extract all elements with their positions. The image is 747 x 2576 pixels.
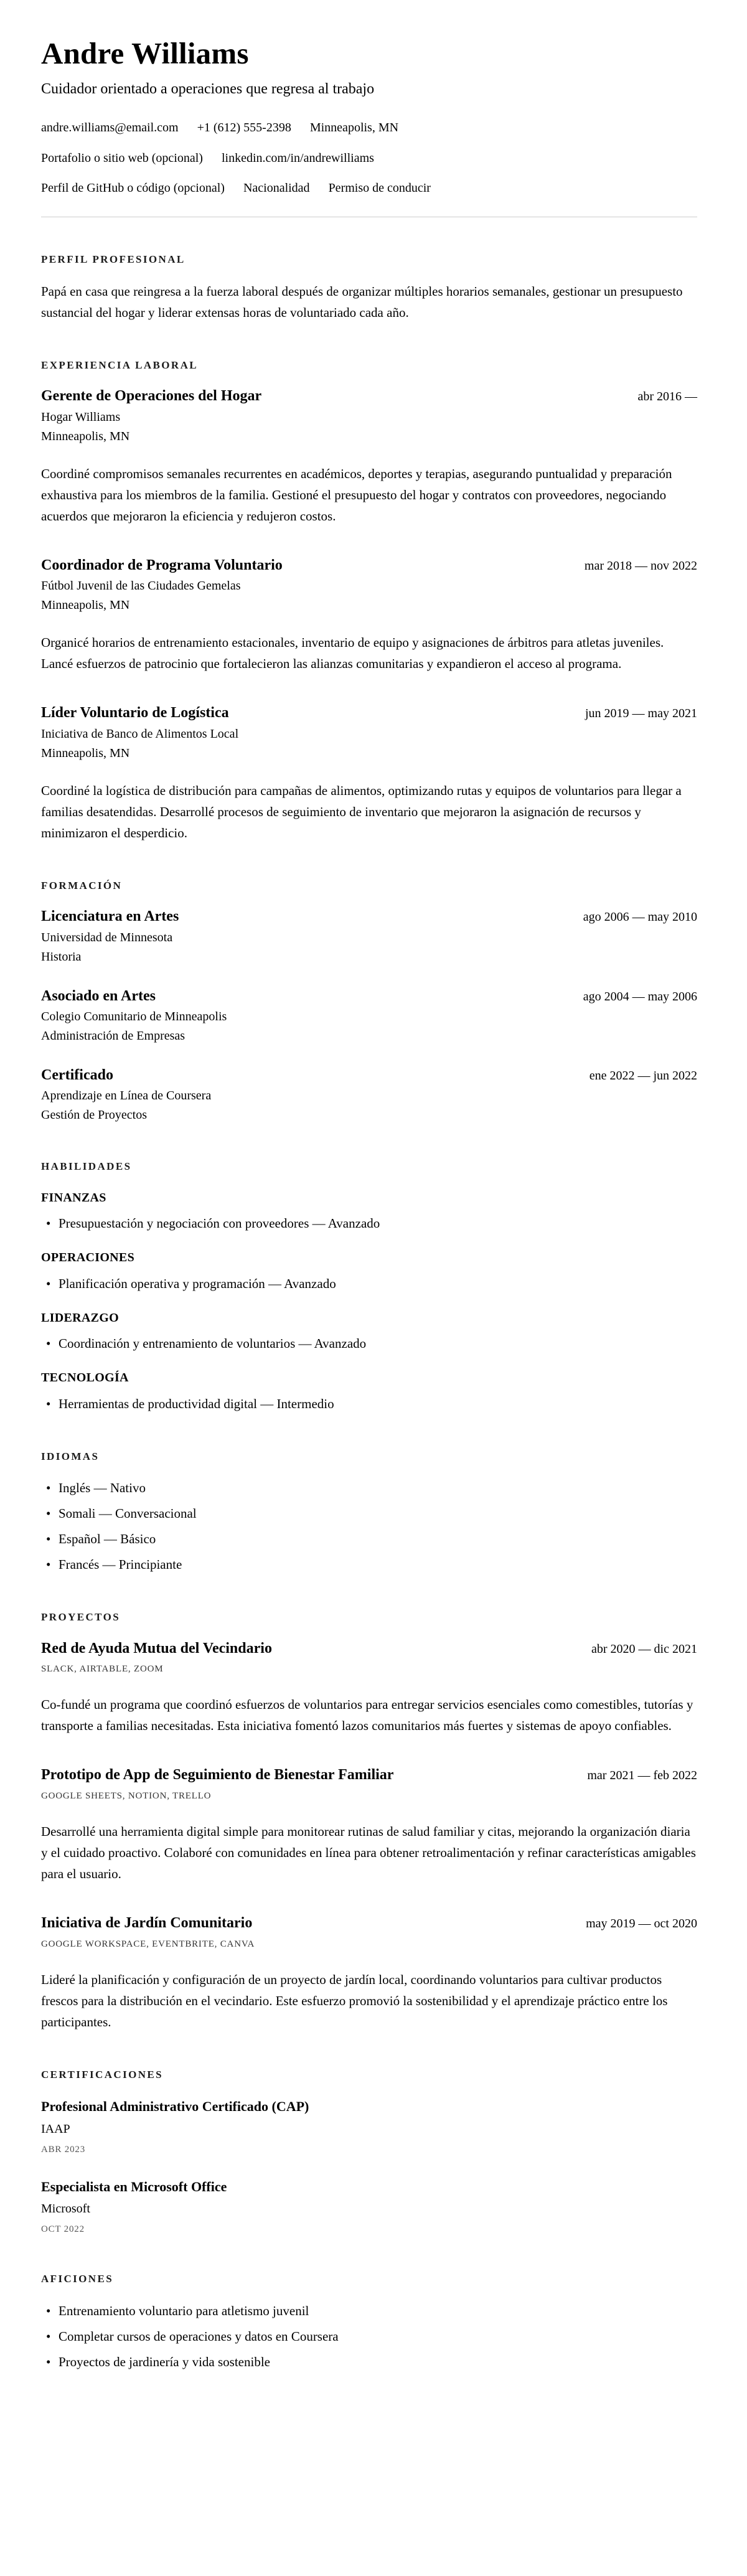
- github-text: Perfil de GitHub o código (opcional): [41, 181, 225, 195]
- phone-text: +1 (612) 555-2398: [197, 121, 291, 135]
- job-company: Iniciativa de Banco de Alimentos Local: [41, 726, 239, 741]
- project-description: Desarrollé una herramienta digital simple para monitorear rutinas de salud familiar y citas, mejorando la organización diaria y el cuidado proactivo. Colaboré con comunidades en línea para obtener retroalimentación y refinar características amigables para el usuario.: [41, 1824, 696, 1882]
- section-heading-certifications: CERTIFICACIONES: [41, 2068, 163, 2080]
- job-description: Coordiné compromisos semanales recurrentes en académicos, deportes y terapias, asegurando puntualidad y preparación exhaustiva para los miembros de la familia. Gestioné el presupuesto del hogar y contratos con proveedores, negociando acuerdos que mejoraron la eficiencia y redujeron costos.: [41, 466, 672, 524]
- job-location: Minneapolis, MN: [41, 429, 130, 443]
- job-company: Hogar Williams: [41, 410, 121, 424]
- skill-item: • Planificación operativa y programación — Avanzado: [41, 1273, 697, 1294]
- job-title: Coordinador de Programa Voluntario: [41, 557, 283, 573]
- job-dates: mar 2018 — nov 2022: [584, 558, 697, 573]
- job-description: Coordiné la logística de distribución para campañas de alimentos, optimizando rutas y equipos de voluntarios para llegar a familias desatendidas. Desarrollé procesos de seguimiento de inventario que mejoraron la asignación de recursos y minimizaron el desperdicio.: [41, 783, 682, 840]
- contact-row-1: [41, 118, 697, 138]
- project-stack: SLACK, AIRTABLE, ZOOM: [41, 1664, 164, 1675]
- candidate-tagline: Cuidador orientado a operaciones que regresa al trabajo: [41, 81, 375, 98]
- section-heading-skills: HABILIDADES: [41, 1160, 132, 1173]
- contact-row-3: [41, 178, 697, 198]
- degree-title: Certificado: [41, 1067, 113, 1084]
- hobby-item: • Proyectos de jardinería y vida sostenible: [41, 2351, 697, 2372]
- language-item: • Español — Básico: [41, 1528, 697, 1549]
- field-of-study: Gestión de Proyectos: [41, 1108, 147, 1122]
- job-entry: [41, 386, 697, 526]
- project-header: [41, 1765, 697, 1785]
- driving-permit-text: Permiso de conducir: [328, 181, 431, 195]
- section-skills: [41, 1158, 697, 1414]
- project-title: Iniciativa de Jardín Comunitario: [41, 1915, 253, 1932]
- email-text: andre.williams@email.com: [41, 121, 179, 135]
- project-entry: [41, 1913, 697, 2033]
- education-entry: [41, 986, 697, 1045]
- project-entry: [41, 1638, 697, 1737]
- job-title: Líder Voluntario de Logística: [41, 705, 229, 722]
- degree-title: Asociado en Artes: [41, 987, 156, 1004]
- education-dates: ago 2006 — may 2010: [583, 910, 697, 924]
- skill-item: • Presupuestación y negociación con proveedores — Avanzado: [41, 1213, 697, 1234]
- section-projects: [41, 1609, 697, 2033]
- skill-list: [41, 1213, 697, 1234]
- project-title: Prototipo de App de Seguimiento de Bienestar Familiar: [41, 1767, 394, 1784]
- job-header: [41, 555, 697, 576]
- project-header: [41, 1638, 697, 1659]
- profile-text: Papá en casa que reingresa a la fuerza laboral después de organizar múltiples horarios semanales, gestionar un presupuesto sustancial del hogar y liderar extensas horas de voluntariado cada año.: [41, 283, 683, 320]
- job-header: [41, 386, 697, 407]
- job-title: Gerente de Operaciones del Hogar: [41, 388, 262, 405]
- skill-group-name: TECNOLOGÍA: [41, 1371, 129, 1385]
- school-name: Aprendizaje en Línea de Coursera: [41, 1089, 212, 1103]
- section-heading-experience: EXPERIENCIA LABORAL: [41, 359, 198, 371]
- education-dates: ago 2004 — may 2006: [583, 989, 697, 1004]
- project-stack: GOOGLE WORKSPACE, EVENTBRITE, CANVA: [41, 1939, 255, 1949]
- job-entry: [41, 703, 697, 843]
- language-item: • Inglés — Nativo: [41, 1477, 697, 1498]
- job-location: Minneapolis, MN: [41, 598, 130, 613]
- certification-entry: [41, 2095, 697, 2156]
- project-description: Co-fundé un programa que coordinó esfuerzos de voluntarios para entregar servicios esenciales como comestibles, tutorías y transporte a familias necesitadas. Esta iniciativa fomentó lazos comunitarios más fuertes y sistemas de apoyo confiables.: [41, 1697, 693, 1734]
- skill-group: [41, 1308, 697, 1354]
- skill-group: [41, 1248, 697, 1294]
- section-heading-projects: PROYECTOS: [41, 1611, 121, 1624]
- skill-list: [41, 1333, 697, 1354]
- school-name: Colegio Comunitario de Minneapolis: [41, 1010, 227, 1024]
- certification-date: ABR 2023: [41, 2144, 85, 2155]
- candidate-name: Andre Williams: [41, 36, 249, 70]
- education-dates: ene 2022 — jun 2022: [589, 1069, 697, 1083]
- skill-item: • Herramientas de productividad digital — Intermedio: [41, 1393, 697, 1414]
- field-of-study: Historia: [41, 949, 82, 964]
- certification-issuer: IAAP: [41, 2122, 70, 2136]
- language-item: • Francés — Principiante: [41, 1554, 697, 1575]
- certification-title: Profesional Administrativo Certificado (CAP): [41, 2099, 309, 2115]
- section-certifications: [41, 2066, 697, 2237]
- job-company: Fútbol Juvenil de las Ciudades Gemelas: [41, 579, 241, 593]
- certification-date: OCT 2022: [41, 2224, 85, 2234]
- skill-list: [41, 1273, 697, 1294]
- job-dates: abr 2016 —: [637, 390, 697, 404]
- skill-group-name: LIDERAZGO: [41, 1310, 119, 1325]
- section-experience: [41, 357, 697, 844]
- certification-issuer: Microsoft: [41, 2202, 90, 2216]
- education-entry: [41, 906, 697, 966]
- project-header: [41, 1913, 697, 1934]
- job-dates: jun 2019 — may 2021: [585, 707, 697, 721]
- education-entry: [41, 1065, 697, 1124]
- language-item: • Somali — Conversacional: [41, 1503, 697, 1524]
- field-of-study: Administración de Empresas: [41, 1029, 186, 1043]
- job-header: [41, 703, 697, 723]
- education-header: [41, 986, 697, 1007]
- contact-row-2: [41, 148, 697, 168]
- section-hobbies: [41, 2270, 697, 2372]
- skill-group: [41, 1368, 697, 1414]
- project-dates: abr 2020 — dic 2021: [591, 1642, 697, 1656]
- job-description: Organicé horarios de entrenamiento estacionales, inventario de equipo y asignaciones de árbitros para atletas juveniles. Lancé esfuerzos de patrocinio que fortalecieron las alianzas comunitarias y expandieron el acceso al programa.: [41, 635, 664, 672]
- hobby-list: [41, 2300, 697, 2372]
- project-entry: [41, 1765, 697, 1884]
- skill-group-name: FINANZAS: [41, 1191, 106, 1205]
- section-heading-hobbies: AFICIONES: [41, 2273, 114, 2285]
- section-education: [41, 877, 697, 1125]
- project-dates: may 2019 — oct 2020: [586, 1917, 697, 1931]
- section-languages: [41, 1448, 697, 1576]
- section-heading-education: FORMACIÓN: [41, 879, 123, 891]
- project-dates: mar 2021 — feb 2022: [587, 1769, 697, 1783]
- portfolio-text: Portafolio o sitio web (opcional): [41, 151, 203, 165]
- nationality-text: Nacionalidad: [243, 181, 310, 195]
- degree-title: Licenciatura en Artes: [41, 908, 179, 925]
- location-text: Minneapolis, MN: [309, 121, 399, 135]
- education-header: [41, 906, 697, 927]
- resume-header: [41, 36, 697, 198]
- linkedin-text: linkedin.com/in/andrewilliams: [221, 151, 374, 165]
- hobby-item: • Entrenamiento voluntario para atletismo juvenil: [41, 2300, 697, 2321]
- education-header: [41, 1065, 697, 1086]
- project-title: Red de Ayuda Mutua del Vecindario: [41, 1640, 272, 1657]
- hobby-item: • Completar cursos de operaciones y datos en Coursera: [41, 2326, 697, 2347]
- skill-item: • Coordinación y entrenamiento de voluntarios — Avanzado: [41, 1333, 697, 1354]
- job-entry: [41, 555, 697, 674]
- project-stack: GOOGLE SHEETS, NOTION, TRELLO: [41, 1790, 212, 1801]
- certification-title: Especialista en Microsoft Office: [41, 2178, 227, 2194]
- skill-group-name: OPERACIONES: [41, 1251, 134, 1265]
- section-heading-languages: IDIOMAS: [41, 1450, 100, 1462]
- language-list: [41, 1477, 697, 1575]
- section-heading-profile: PERFIL PROFESIONAL: [41, 253, 186, 266]
- section-profile: [41, 251, 697, 323]
- school-name: Universidad de Minnesota: [41, 930, 173, 944]
- certification-entry: [41, 2176, 697, 2237]
- skill-group: [41, 1188, 697, 1234]
- resume-page: [41, 36, 697, 2372]
- project-description: Lideré la planificación y configuración de un proyecto de jardín local, coordinando voluntarios para cultivar productos frescos para la distribución en el vecindario. Este esfuerzo promovió la sostenibilidad y el aprendizaje práctico entre los participantes.: [41, 1972, 668, 2029]
- job-location: Minneapolis, MN: [41, 746, 130, 760]
- skill-list: [41, 1393, 697, 1414]
